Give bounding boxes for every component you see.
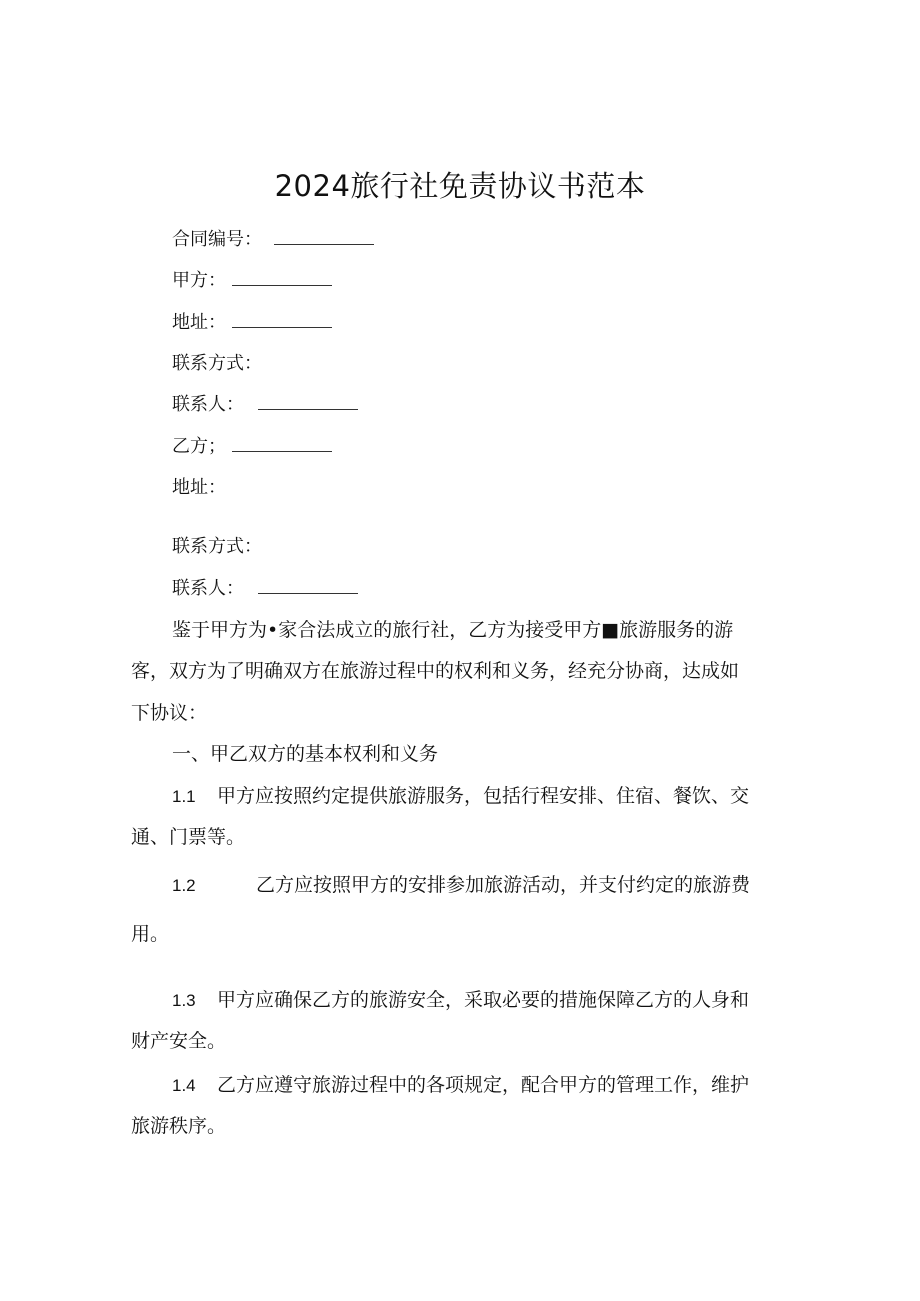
intro-line-2: 客，双方为了明确双方在旅游过程中的权利和义务，经充分协商，达成如 [131,660,740,682]
clause-1-1-number: 1.1 [172,787,196,806]
clause-1-3-text: 甲方应确保乙方的旅游安全，采取必要的措施保障乙方的人身和 [217,989,750,1011]
party-a-contact-person-row [172,393,358,417]
clause-1-3-line-2: 财产安全。 [131,1030,227,1052]
party-b-blank[interactable] [232,437,332,452]
clause-1-1-line-2: 通、门票等。 [131,826,246,848]
contract-number-row [172,228,374,252]
party-a-blank[interactable] [232,271,332,286]
document-title: 2024旅行社免责协议书范本 [274,169,646,203]
clause-1-2-text: 乙方应按照甲方的安排参加旅游活动，并支付约定的旅游费 [256,874,751,896]
contract-number-blank[interactable] [274,230,374,245]
party-a-address-label: 地址： [172,312,226,333]
clause-1-1-text: 甲方应按照约定提供旅游服务，包括行程安排、住宿、餐饮、交 [217,785,750,807]
party-a-address-blank[interactable] [232,313,332,328]
party-b-label: 乙方； [172,436,226,457]
party-b-contact-person-label: 联系人： [172,578,244,599]
clause-1-4-number: 1.4 [172,1076,196,1095]
clause-1-4-line-1 [172,1073,749,1098]
contract-number-label: 合同编号： [172,229,262,250]
party-b-row [172,435,332,459]
clause-1-2-number: 1.2 [172,876,196,895]
section-1-heading: 一、甲乙双方的基本权利和义务 [172,743,439,765]
party-a-row [172,269,332,293]
clause-1-2-line-1 [172,873,750,898]
intro-line-1: 鉴于甲方为•家合法成立的旅行社，乙方为接受甲方■旅游服务的游 [172,619,734,641]
clause-1-3-line-1 [172,988,749,1013]
party-b-address: 地址： [172,477,226,498]
party-a-address-row [172,311,332,335]
party-b-contact-person-row [172,577,358,601]
clause-1-1-line-1 [172,784,749,809]
party-a-contact-person-blank[interactable] [258,395,358,410]
clause-1-4-text: 乙方应遵守旅游过程中的各项规定，配合甲方的管理工作，维护 [217,1074,750,1096]
party-a-label: 甲方： [172,270,226,291]
party-a-contact-method: 联系方式： [172,353,262,374]
clause-1-4-line-2: 旅游秩序。 [131,1115,227,1137]
clause-1-3-number: 1.3 [172,991,196,1010]
party-b-contact-method: 联系方式： [172,536,262,557]
party-b-contact-person-blank[interactable] [258,579,358,594]
party-a-contact-person-label: 联系人： [172,394,244,415]
intro-line-3: 下协议： [131,702,208,724]
clause-1-2-line-2: 用。 [131,923,170,945]
